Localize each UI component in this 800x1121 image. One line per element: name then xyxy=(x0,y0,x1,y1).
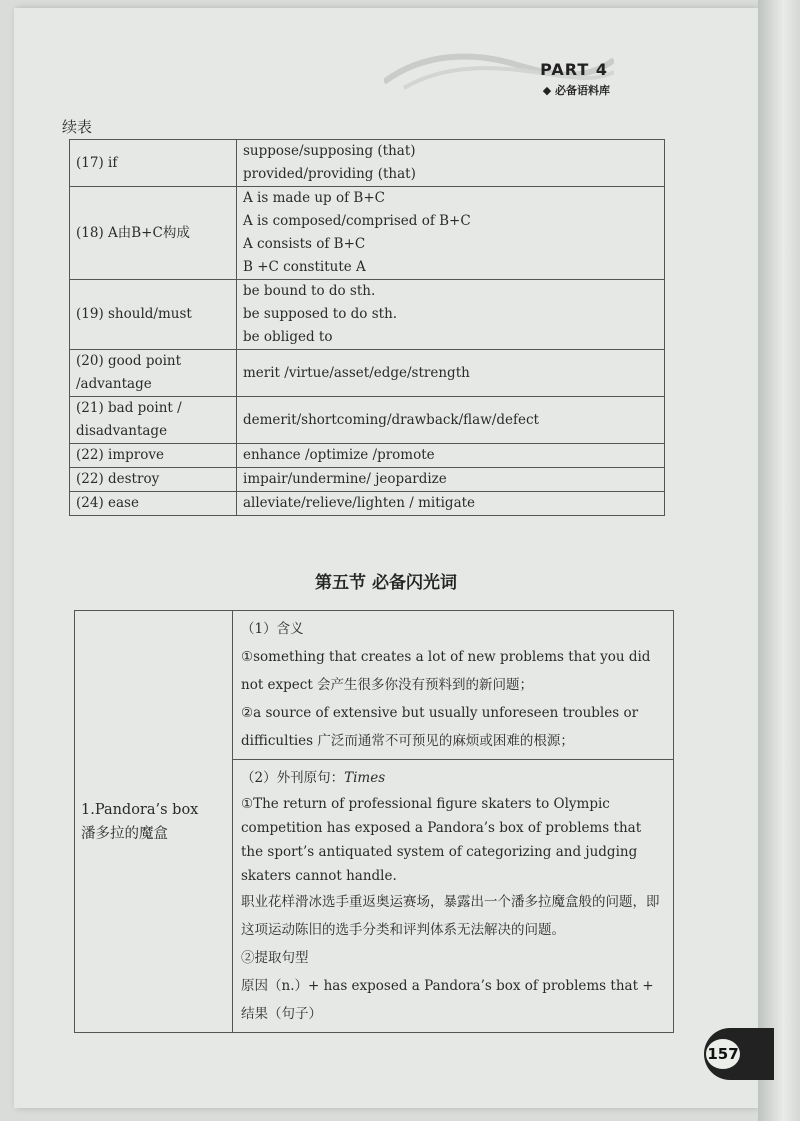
term-cell xyxy=(70,187,237,280)
term-cell xyxy=(70,492,237,516)
term-text: (22) improve xyxy=(76,447,164,463)
example-cell xyxy=(233,760,674,1033)
synonyms-cell xyxy=(237,492,665,516)
synonym-text: B +C constitute A xyxy=(243,259,366,275)
example-english: ①The return of professional figure skaters to Olympic competition has exposed a Pandora’s box of problems that the sport’s antiquated system of categorizing and judging skaters cannot handle. xyxy=(241,796,642,884)
term-cell xyxy=(70,140,237,187)
example-heading-label: （2）外刊原句： xyxy=(241,770,345,786)
example-source: Times xyxy=(344,770,386,786)
synonyms-cell xyxy=(237,140,665,187)
term-text: (24) ease xyxy=(76,495,139,511)
pattern-heading: ②提取句型 xyxy=(241,950,309,966)
meaning-2: ②a source of extensive but usually unforeseen troubles or difficulties 广泛而通常不可预见的麻烦或困难的根源； xyxy=(241,705,639,749)
table-row xyxy=(70,140,665,187)
synonyms-cell xyxy=(237,444,665,468)
synonym-text: be supposed to do sth. xyxy=(243,306,398,322)
table-row xyxy=(70,280,665,350)
term-text: (17) if xyxy=(76,154,118,171)
synonym-text: A is composed/comprised of B+C xyxy=(243,213,471,229)
continued-table-label: 续表 xyxy=(62,118,93,136)
table-row xyxy=(70,492,665,516)
meaning-1: ①something that creates a lot of new problems that you did not expect 会产生很多你没有预料到的新问题； xyxy=(241,649,651,693)
term-text: disadvantage xyxy=(76,423,168,439)
synonyms-cell xyxy=(237,468,665,492)
term-cell xyxy=(70,468,237,492)
section-title: 第五节 必备闪光词 xyxy=(315,573,457,593)
page-number: 157 xyxy=(706,1039,740,1069)
table-row xyxy=(70,187,665,280)
meaning-cell xyxy=(233,611,674,760)
vocab-entry-table xyxy=(74,610,674,1033)
synonym-text: provided/providing (that) xyxy=(243,166,416,182)
meaning-heading: （1）含义 xyxy=(241,621,304,637)
term-text: /advantage xyxy=(76,376,152,392)
part-title: PART 4 xyxy=(540,60,608,79)
synonym-text: impair/undermine/ jeopardize xyxy=(243,471,447,487)
book-page xyxy=(14,8,758,1108)
table-row xyxy=(70,397,665,444)
synonym-text: A is made up of B+C xyxy=(243,190,385,206)
term-text: (20) good point xyxy=(76,353,182,369)
term-text: (18) A由B+C构成 xyxy=(76,224,190,241)
term-cell xyxy=(70,397,237,444)
sentence-pattern: 原因（n.）+ has exposed a Pandora’s box of problems that + 结果（句子） xyxy=(241,978,654,1022)
synonym-text: be obliged to xyxy=(243,329,333,345)
term-cell xyxy=(70,444,237,468)
synonym-text: be bound to do sth. xyxy=(243,283,376,299)
synonym-text: alleviate/relieve/lighten / mitigate xyxy=(243,495,476,511)
term-english: 1.Pandora’s box xyxy=(81,801,199,818)
synonyms-cell xyxy=(237,397,665,444)
synonyms-cell xyxy=(237,187,665,280)
table-row xyxy=(70,350,665,397)
book-gutter xyxy=(758,0,800,1121)
term-text: (22) destroy xyxy=(76,471,160,487)
synonym-text: suppose/supposing (that) xyxy=(243,143,416,159)
term-text: (21) bad point / xyxy=(76,400,182,416)
table-row xyxy=(70,468,665,492)
part-subtitle: ◆ 必备语料库 xyxy=(542,84,610,97)
table-row xyxy=(70,444,665,468)
term-cell xyxy=(70,350,237,397)
term-cell xyxy=(75,611,233,1033)
synonym-table xyxy=(69,139,665,516)
synonym-text: enhance /optimize /promote xyxy=(243,447,435,463)
synonyms-cell xyxy=(237,350,665,397)
synonym-text: A consists of B+C xyxy=(243,236,366,252)
term-text: (19) should/must xyxy=(76,306,192,322)
synonyms-cell xyxy=(237,280,665,350)
synonym-text: merit /virtue/asset/edge/strength xyxy=(243,364,470,381)
term-chinese: 潘多拉的魔盒 xyxy=(81,825,168,842)
table-row xyxy=(75,611,674,760)
synonym-text: demerit/shortcoming/drawback/flaw/defect xyxy=(243,411,539,428)
example-heading xyxy=(241,764,665,792)
term-cell xyxy=(70,280,237,350)
example-chinese: 职业花样滑冰选手重返奥运赛场，暴露出一个潘多拉魔盒般的问题，即这项运动陈旧的选手分类和评判体系无法解决的问题。 xyxy=(241,894,660,938)
